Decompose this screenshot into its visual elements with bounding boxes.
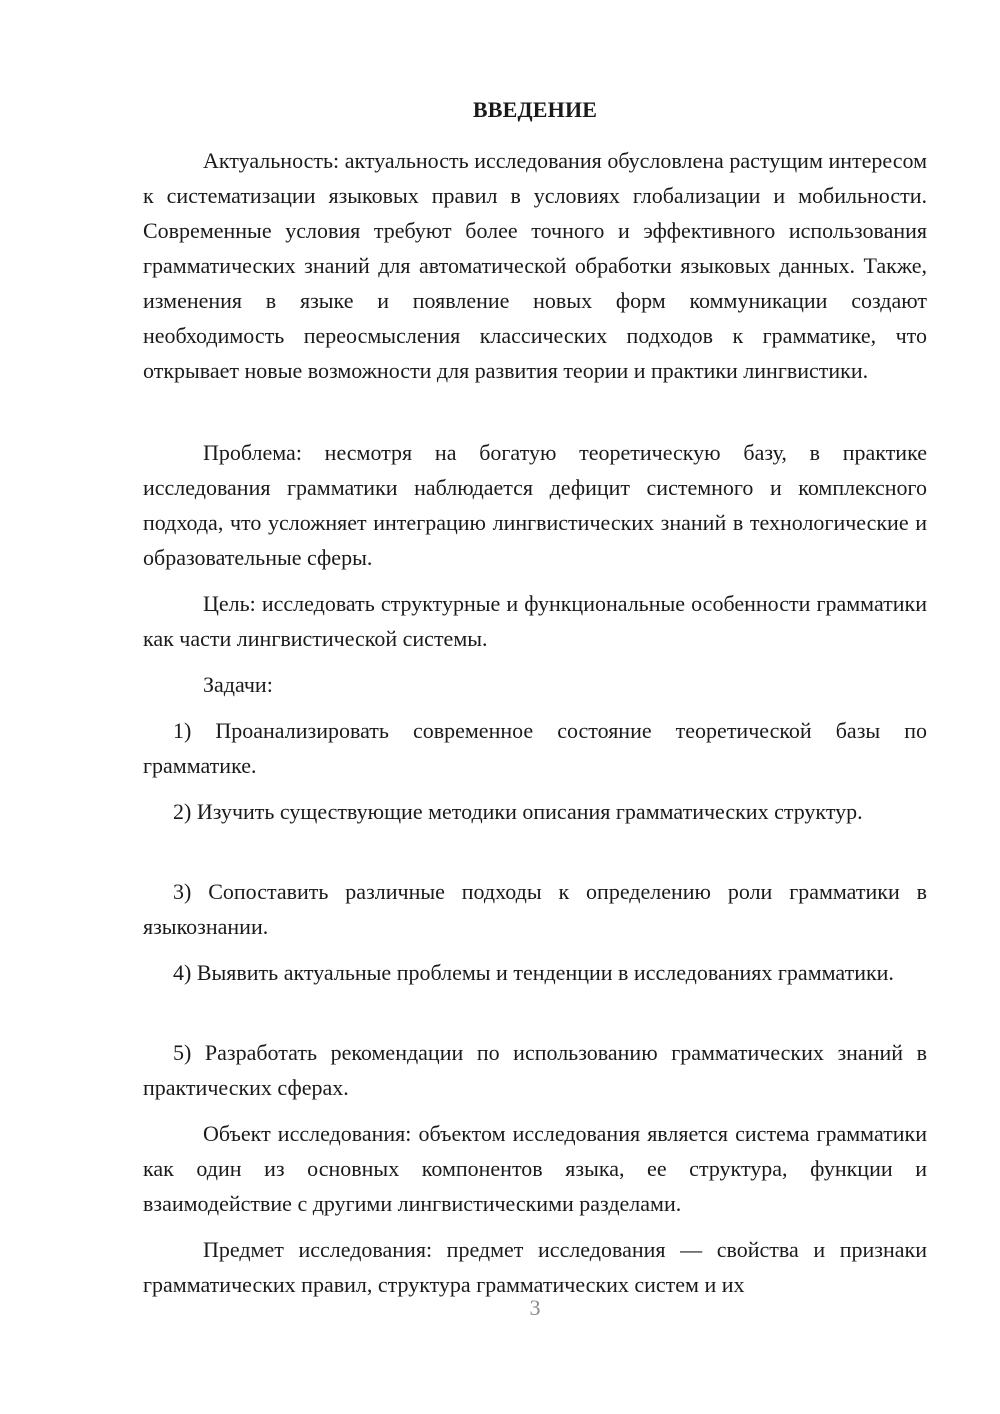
- task-item-3: 3) Сопоставить различные подходы к определению роли грамматики в языкознании.: [143, 879, 927, 939]
- goal-paragraph: Цель: исследовать структурные и функциональные особенности грамматики как части лингвистической системы.: [143, 591, 927, 651]
- tasks-heading: Задачи:: [203, 672, 273, 697]
- task-item-1: 1) Проанализировать современное состояние теоретической базы по грамматике.: [143, 718, 927, 778]
- task-item-4: 4) Выявить актуальные проблемы и тенденции в исследованиях грамматики.: [173, 960, 894, 985]
- problem-paragraph: Проблема: несмотря на богатую теоретическую базу, в практике исследования грамматики наблюдается дефицит системного и комплексного подхода, что усложняет интеграцию лингвистических знаний в технологические и образовательные сферы.: [143, 440, 927, 570]
- relevance-paragraph: Актуальность: актуальность исследования обусловлена растущим интересом к систематизации языковых правил в условиях глобализации и мобильности. Современные условия требуют более точного и эффективного использования грамматических знаний для автоматической обработки языковых данных. Также, изменения в языке и появление новых форм коммуникации создают необходимость переосмысления классических подходов к грамматике, что открывает новые возможности для развития теории и практики лингвистики.: [143, 148, 927, 383]
- task-item-2: 2) Изучить существующие методики описания грамматических структур.: [173, 799, 863, 824]
- page-number: 3: [529, 1295, 541, 1320]
- section-heading: ВВЕДЕНИЕ: [472, 97, 598, 122]
- subject-paragraph: Предмет исследования: предмет исследования — свойства и признаки грамматических правил, структура грамматических систем и их: [143, 1237, 927, 1297]
- object-paragraph: Объект исследования: объектом исследования является система грамматики как один из основных компонентов языка, ее структура, функции и взаимодействие с другими лингвистическими разделами.: [143, 1121, 927, 1216]
- task-item-5: 5) Разработать рекомендации по использованию грамматических знаний в практических сферах.: [143, 1040, 927, 1100]
